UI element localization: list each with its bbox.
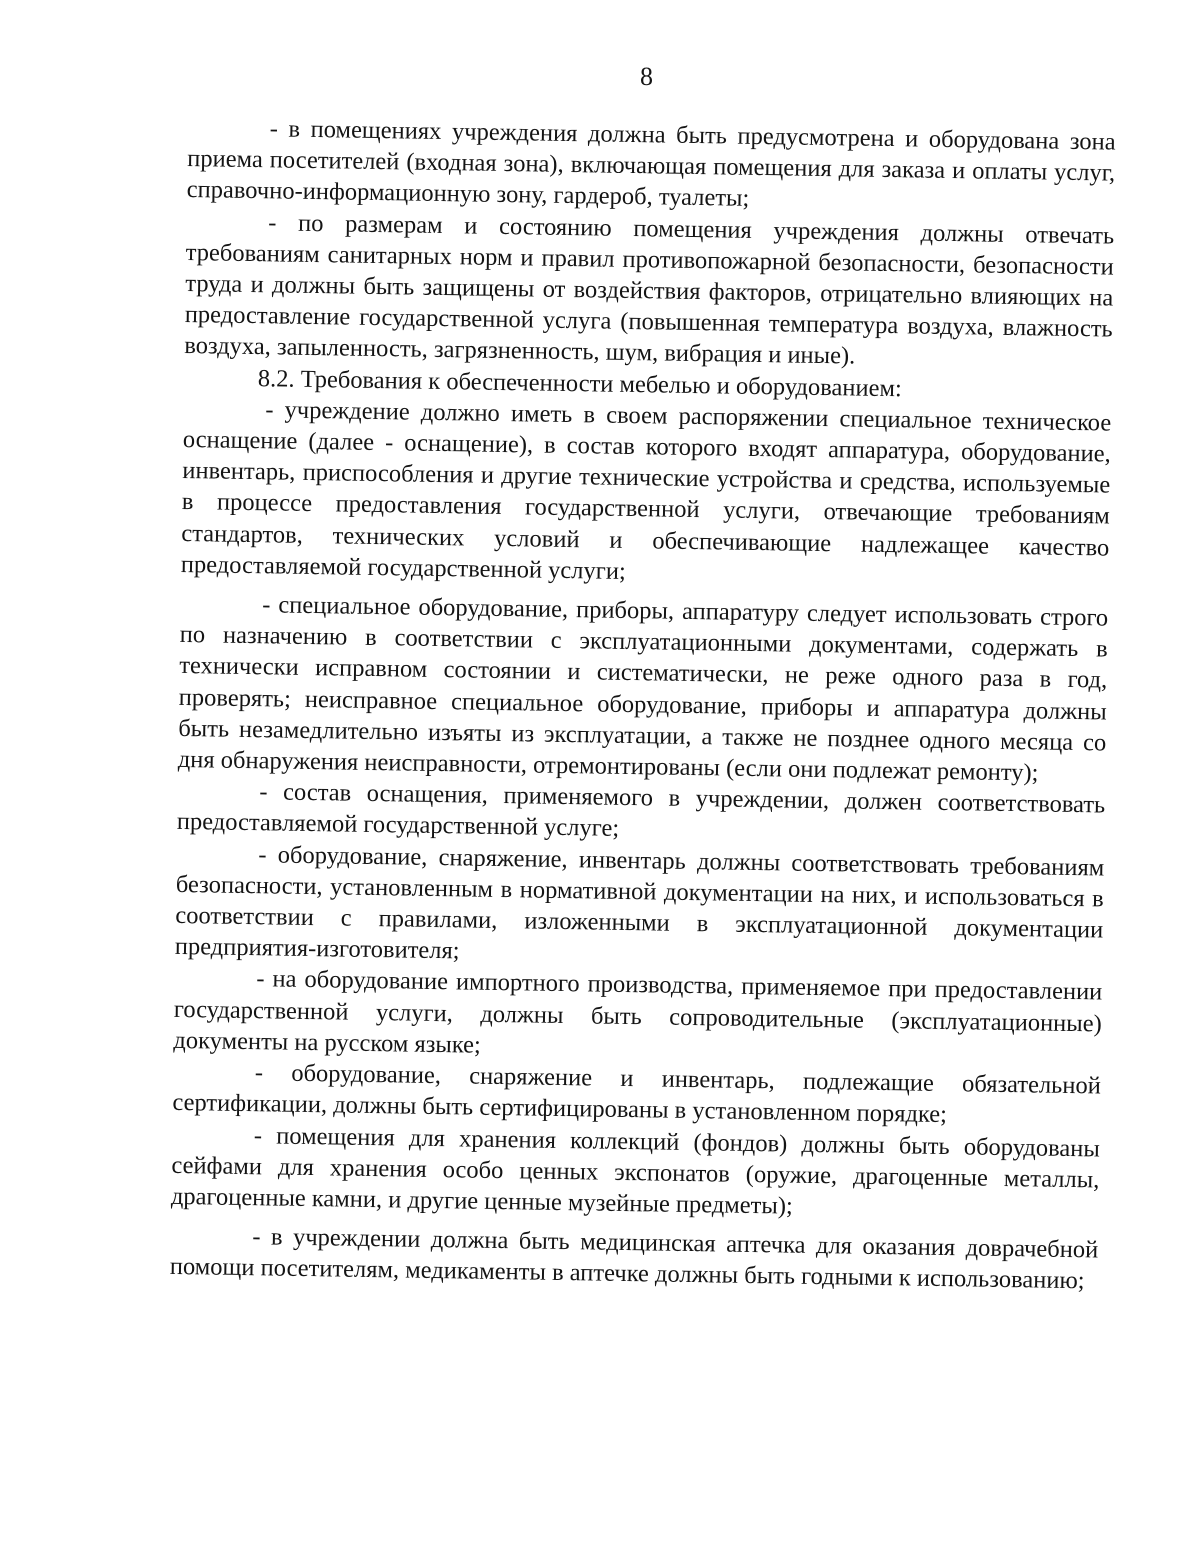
paragraph-equipment-usage: - специальное оборудование, приборы, аппаратуру следует использовать строго по назначению в соответствии с эксплуатационными документами, содержать в технически исправном состоянии и систематически, не реже одного раза в год, проверять; неисправное специальное оборудование, приборы и аппаратура должны быть незамедлительно изъяты из эксплуатации, а также не позднее одного месяца со дня обнаружения неисправности, отремонтированы (если они подлежат ремонту); bbox=[177, 591, 1109, 787]
paragraph-safety-requirements: - оборудование, снаряжение, инвентарь должны соответствовать требованиям безопасности, установленным в нормативной документации на них, и использоваться в соответствии с правилами, изложенными в эксплуатационной документации предприятия-изготовителя; bbox=[174, 840, 1105, 965]
paragraph-first-aid-kit: - в учреждении должна быть медицинская аптечка для оказания доврачебной помощи посетителям, медикаменты в аптечке должны быть годными к использованию; bbox=[169, 1223, 1099, 1295]
paragraph-certification: - оборудование, снаряжение и инвентарь, подлежащие обязательной сертификации, должны быть сертифицированы в установленном порядке; bbox=[172, 1059, 1102, 1129]
paragraph-equipment-composition: - состав оснащения, применяемого в учреждении, должен соответствовать предоставляемой государственной услуге; bbox=[176, 778, 1106, 843]
section-heading-8-2: 8.2. Требования к обеспеченности мебелью и оборудованием: bbox=[257, 364, 903, 402]
paragraph-imported-equipment: - на оборудование импортного производства, применяемое при предоставлении государственной услуги, должны быть сопроводительные (эксплуатационные) документы на русском языке; bbox=[173, 965, 1103, 1059]
paragraph-storage-safes: - помещения для хранения коллекций (фондов) должны быть оборудованы сейфами для хранения особо ценных экспонатов (оружие, драгоценные металлы, драгоценные камни, и другие ценные музейные предметы); bbox=[170, 1121, 1101, 1220]
paragraph-reception-zone: - в помещениях учреждения должна быть предусмотрена и оборудована зона приема посетителей (входная зона), включающая помещения для заказа и оплаты услуг, справочно-информационную зону, гардероб, туалеты; bbox=[186, 115, 1116, 213]
page-number: 8 bbox=[640, 62, 653, 91]
paragraph-premises-requirements: - по размерам и состоянию помещения учреждения должны отвечать требованиям санитарных норм и правил противопожарной безопасности, безопасности труда и должны быть защищены от воздействия факторов, отрицательно влияющих на предоставление государственной услуга (повышенная температура воздуха, влажность воздуха, запыленность, загрязненность, шум, вибрация и иные). bbox=[184, 208, 1115, 370]
paragraph-technical-equipment: - учреждение должно иметь в своем распоряжении специальное техническое оснащение (далее - оснащение), в состав которого входят аппаратура, оборудование, инвентарь, приспособления и другие технические устройства и средства, используемые в процессе предоставления государственной услуги, отвечающие требованиям стандартов, технических условий и обеспечивающие надлежащее качество предоставляемой государственной услуги; bbox=[180, 396, 1112, 585]
document-body bbox=[170, 112, 1116, 1297]
